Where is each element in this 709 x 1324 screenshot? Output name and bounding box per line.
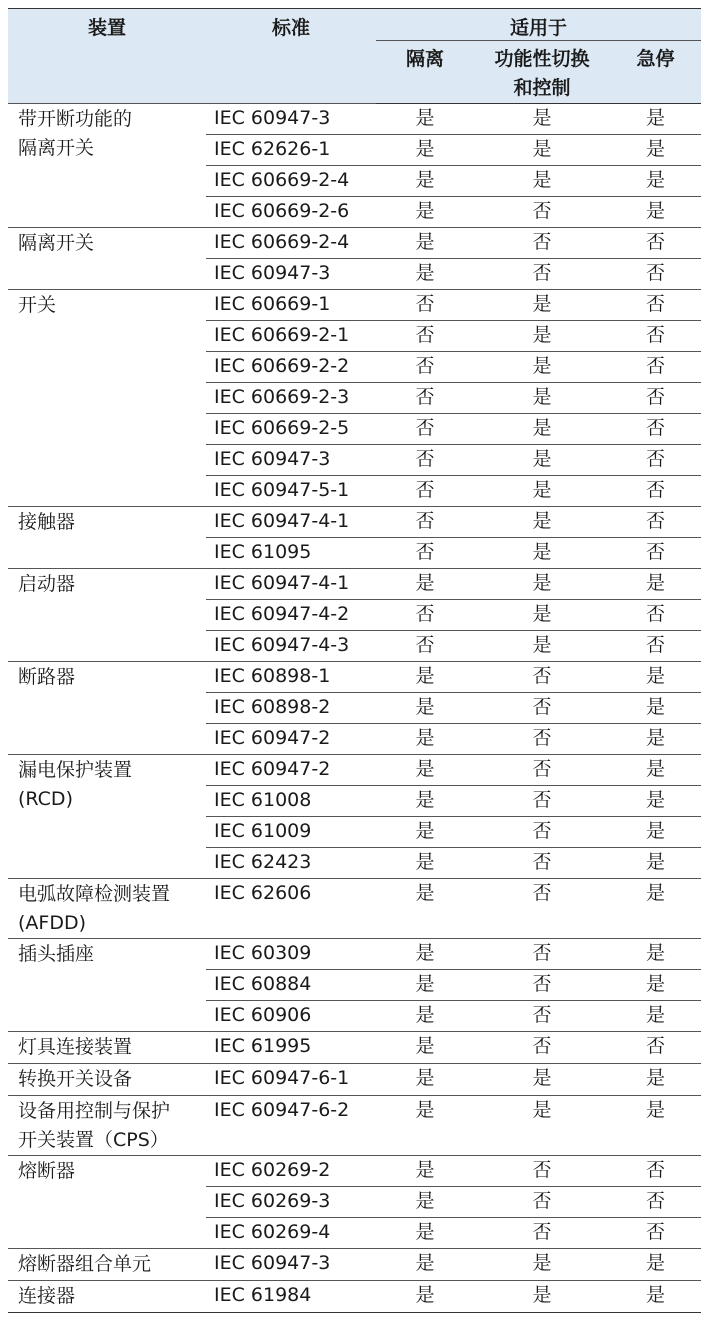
standard-cell: IEC 60669-2-3 — [206, 383, 376, 414]
isolation-cell: 否 — [376, 445, 474, 476]
emergency-stop-cell: 是 — [610, 848, 701, 879]
emergency-stop-cell: 是 — [610, 104, 701, 135]
standard-cell: IEC 60947-3 — [206, 445, 376, 476]
isolation-cell: 是 — [376, 1249, 474, 1281]
functional-cell: 否 — [474, 1156, 610, 1187]
functional-cell: 是 — [474, 352, 610, 383]
standard-cell: IEC 60269-3 — [206, 1187, 376, 1218]
functional-cell: 否 — [474, 693, 610, 724]
header-device: 装置 — [8, 9, 206, 104]
standard-cell: IEC 60947-2 — [206, 755, 376, 786]
standard-cell: IEC 61995 — [206, 1032, 376, 1064]
functional-cell: 是 — [474, 1096, 610, 1156]
functional-cell: 是 — [474, 507, 610, 538]
functional-cell: 是 — [474, 476, 610, 507]
standard-cell: IEC 60669-2-4 — [206, 166, 376, 197]
emergency-stop-cell: 否 — [610, 1156, 701, 1187]
isolation-cell: 是 — [376, 1187, 474, 1218]
isolation-cell: 是 — [376, 879, 474, 939]
device-cell — [8, 1249, 206, 1281]
functional-cell: 否 — [474, 848, 610, 879]
isolation-cell: 是 — [376, 259, 474, 290]
emergency-stop-cell: 是 — [610, 135, 701, 166]
device-name-line: 隔离开关 — [18, 232, 95, 254]
table-row — [8, 755, 701, 786]
standard-cell: IEC 60947-4-2 — [206, 600, 376, 631]
device-cell — [8, 1096, 206, 1156]
device-name-line: 隔离开关 — [18, 137, 95, 159]
isolation-cell: 是 — [376, 939, 474, 970]
isolation-cell: 是 — [376, 848, 474, 879]
emergency-stop-cell: 否 — [610, 259, 701, 290]
device-cell — [8, 1064, 206, 1096]
standard-cell: IEC 60669-1 — [206, 290, 376, 321]
emergency-stop-cell: 否 — [610, 228, 701, 259]
isolation-cell: 否 — [376, 383, 474, 414]
emergency-stop-cell: 是 — [610, 970, 701, 1001]
table-body — [8, 104, 701, 1313]
functional-cell: 否 — [474, 970, 610, 1001]
table-row — [8, 104, 701, 135]
isolation-cell: 是 — [376, 662, 474, 693]
isolation-cell: 否 — [376, 321, 474, 352]
device-name-line: 断路器 — [18, 666, 76, 688]
standard-cell: IEC 60269-2 — [206, 1156, 376, 1187]
isolation-cell: 是 — [376, 197, 474, 228]
emergency-stop-cell: 是 — [610, 1281, 701, 1313]
isolation-cell: 是 — [376, 1281, 474, 1313]
emergency-stop-cell: 否 — [610, 538, 701, 569]
standard-cell: IEC 60906 — [206, 1001, 376, 1032]
emergency-stop-cell: 否 — [610, 321, 701, 352]
isolation-cell: 是 — [376, 724, 474, 755]
isolation-cell: 是 — [376, 1001, 474, 1032]
header-functional — [474, 41, 610, 104]
emergency-stop-cell: 是 — [610, 662, 701, 693]
table-row — [8, 1281, 701, 1313]
device-cell — [8, 939, 206, 1032]
emergency-stop-cell: 否 — [610, 631, 701, 662]
functional-cell: 是 — [474, 600, 610, 631]
device-name-line: 连接器 — [18, 1285, 76, 1307]
functional-cell: 否 — [474, 1187, 610, 1218]
emergency-stop-cell: 是 — [610, 1249, 701, 1281]
emergency-stop-cell: 否 — [610, 1187, 701, 1218]
functional-cell: 否 — [474, 879, 610, 939]
emergency-stop-cell: 否 — [610, 383, 701, 414]
device-cell — [8, 507, 206, 569]
standard-cell: IEC 60947-4-1 — [206, 507, 376, 538]
functional-cell: 否 — [474, 197, 610, 228]
functional-cell: 是 — [474, 290, 610, 321]
standard-cell: IEC 60947-6-1 — [206, 1064, 376, 1096]
standard-cell: IEC 60669-2-5 — [206, 414, 376, 445]
isolation-cell: 是 — [376, 817, 474, 848]
functional-cell: 否 — [474, 786, 610, 817]
standard-cell: IEC 60947-4-1 — [206, 569, 376, 600]
device-cell — [8, 569, 206, 662]
emergency-stop-cell: 否 — [610, 507, 701, 538]
header-functional-line2: 和控制 — [513, 77, 571, 99]
standard-cell: IEC 61984 — [206, 1281, 376, 1313]
functional-cell: 否 — [474, 1001, 610, 1032]
table-row — [8, 939, 701, 970]
device-name-line: 灯具连接装置 — [18, 1036, 133, 1058]
device-cell — [8, 228, 206, 290]
standard-cell: IEC 60947-3 — [206, 104, 376, 135]
device-cell — [8, 1281, 206, 1313]
standard-cell: IEC 62423 — [206, 848, 376, 879]
emergency-stop-cell: 是 — [610, 1096, 701, 1156]
functional-cell: 是 — [474, 538, 610, 569]
emergency-stop-cell: 是 — [610, 817, 701, 848]
emergency-stop-cell: 否 — [610, 1032, 701, 1064]
emergency-stop-cell: 是 — [610, 879, 701, 939]
device-name-line: 开关 — [18, 294, 57, 316]
device-name-line: 接触器 — [18, 511, 76, 533]
emergency-stop-cell: 是 — [610, 755, 701, 786]
header-emergency-stop: 急停 — [610, 41, 701, 104]
isolation-cell: 是 — [376, 1096, 474, 1156]
standard-cell: IEC 60947-6-2 — [206, 1096, 376, 1156]
functional-cell: 否 — [474, 228, 610, 259]
isolation-cell: 否 — [376, 414, 474, 445]
table-row — [8, 290, 701, 321]
emergency-stop-cell: 是 — [610, 939, 701, 970]
functional-cell: 否 — [474, 755, 610, 786]
standard-cell: IEC 60947-3 — [206, 1249, 376, 1281]
functional-cell: 否 — [474, 724, 610, 755]
standard-cell: IEC 61095 — [206, 538, 376, 569]
isolation-cell: 否 — [376, 507, 474, 538]
device-name-line: 开关装置（CPS） — [18, 1129, 169, 1151]
device-name-line: 漏电保护装置 — [18, 759, 133, 781]
device-cell — [8, 104, 206, 228]
standard-cell: IEC 61009 — [206, 817, 376, 848]
functional-cell: 是 — [474, 445, 610, 476]
device-name-line: 插头插座 — [18, 943, 95, 965]
functional-cell: 是 — [474, 104, 610, 135]
isolation-cell: 是 — [376, 1218, 474, 1249]
standard-cell: IEC 60309 — [206, 939, 376, 970]
isolation-cell: 否 — [376, 290, 474, 321]
standard-cell: IEC 61008 — [206, 786, 376, 817]
isolation-cell: 是 — [376, 970, 474, 1001]
emergency-stop-cell: 是 — [610, 166, 701, 197]
isolation-cell: 是 — [376, 104, 474, 135]
emergency-stop-cell: 否 — [610, 352, 701, 383]
emergency-stop-cell: 是 — [610, 1064, 701, 1096]
table-row — [8, 879, 701, 939]
device-cell — [8, 879, 206, 939]
device-name-line: 带开断功能的 — [18, 108, 133, 130]
standards-table — [8, 8, 701, 1313]
device-cell — [8, 662, 206, 755]
functional-cell: 是 — [474, 1281, 610, 1313]
standard-cell: IEC 62606 — [206, 879, 376, 939]
device-name-line: 熔断器 — [18, 1160, 76, 1182]
functional-cell: 否 — [474, 817, 610, 848]
standard-cell: IEC 60898-2 — [206, 693, 376, 724]
isolation-cell: 是 — [376, 1032, 474, 1064]
table-row — [8, 569, 701, 600]
emergency-stop-cell: 是 — [610, 724, 701, 755]
emergency-stop-cell: 是 — [610, 569, 701, 600]
table-row — [8, 507, 701, 538]
isolation-cell: 否 — [376, 352, 474, 383]
functional-cell: 是 — [474, 1064, 610, 1096]
device-name-line: 转换开关设备 — [18, 1068, 133, 1090]
functional-cell: 是 — [474, 166, 610, 197]
isolation-cell: 否 — [376, 600, 474, 631]
header-standard: 标准 — [206, 9, 376, 104]
standard-cell: IEC 60269-4 — [206, 1218, 376, 1249]
table-row — [8, 662, 701, 693]
functional-cell: 否 — [474, 662, 610, 693]
isolation-cell: 是 — [376, 135, 474, 166]
table-row — [8, 1096, 701, 1156]
functional-cell: 是 — [474, 135, 610, 166]
functional-cell: 否 — [474, 1218, 610, 1249]
table-row — [8, 1249, 701, 1281]
device-name-line: (AFDD) — [18, 912, 87, 934]
emergency-stop-cell: 否 — [610, 445, 701, 476]
isolation-cell: 否 — [376, 631, 474, 662]
table-row — [8, 1032, 701, 1064]
functional-cell: 否 — [474, 939, 610, 970]
table-row — [8, 228, 701, 259]
device-name-line: 电弧故障检测装置 — [18, 883, 171, 905]
isolation-cell: 是 — [376, 228, 474, 259]
standard-cell: IEC 60898-1 — [206, 662, 376, 693]
isolation-cell: 是 — [376, 569, 474, 600]
functional-cell: 否 — [474, 259, 610, 290]
emergency-stop-cell: 是 — [610, 1001, 701, 1032]
functional-cell: 是 — [474, 1249, 610, 1281]
emergency-stop-cell: 否 — [610, 600, 701, 631]
table-row — [8, 1064, 701, 1096]
functional-cell: 是 — [474, 383, 610, 414]
emergency-stop-cell: 否 — [610, 1218, 701, 1249]
standard-cell: IEC 60669-2-1 — [206, 321, 376, 352]
device-name-line: 启动器 — [18, 573, 76, 595]
standard-cell: IEC 60669-2-2 — [206, 352, 376, 383]
standard-cell: IEC 60669-2-6 — [206, 197, 376, 228]
isolation-cell: 是 — [376, 693, 474, 724]
standard-cell: IEC 60669-2-4 — [206, 228, 376, 259]
header-applicable: 适用于 — [376, 9, 701, 41]
emergency-stop-cell: 否 — [610, 414, 701, 445]
device-cell — [8, 1032, 206, 1064]
standard-cell: IEC 60947-2 — [206, 724, 376, 755]
isolation-cell: 是 — [376, 1064, 474, 1096]
isolation-cell: 否 — [376, 538, 474, 569]
table-header — [8, 9, 701, 104]
functional-cell: 是 — [474, 321, 610, 352]
device-name-line: (RCD) — [18, 788, 73, 810]
isolation-cell: 是 — [376, 1156, 474, 1187]
device-name-line: 设备用控制与保护 — [18, 1100, 171, 1122]
functional-cell: 是 — [474, 569, 610, 600]
standard-cell: IEC 62626-1 — [206, 135, 376, 166]
standard-cell: IEC 60947-4-3 — [206, 631, 376, 662]
isolation-cell: 是 — [376, 166, 474, 197]
table-row — [8, 1156, 701, 1187]
functional-cell: 否 — [474, 1032, 610, 1064]
isolation-cell: 否 — [376, 476, 474, 507]
header-functional-line1: 功能性切换 — [494, 48, 590, 70]
standard-cell: IEC 60947-3 — [206, 259, 376, 290]
standard-cell: IEC 60947-5-1 — [206, 476, 376, 507]
emergency-stop-cell: 否 — [610, 476, 701, 507]
emergency-stop-cell: 是 — [610, 197, 701, 228]
functional-cell: 是 — [474, 631, 610, 662]
standard-cell: IEC 60884 — [206, 970, 376, 1001]
emergency-stop-cell: 是 — [610, 693, 701, 724]
isolation-cell: 是 — [376, 755, 474, 786]
device-cell — [8, 290, 206, 507]
device-name-line: 熔断器组合单元 — [18, 1253, 152, 1275]
device-cell — [8, 1156, 206, 1249]
emergency-stop-cell: 否 — [610, 290, 701, 321]
functional-cell: 是 — [474, 414, 610, 445]
device-cell — [8, 755, 206, 879]
emergency-stop-cell: 是 — [610, 786, 701, 817]
isolation-cell: 是 — [376, 786, 474, 817]
header-isolation: 隔离 — [376, 41, 474, 104]
